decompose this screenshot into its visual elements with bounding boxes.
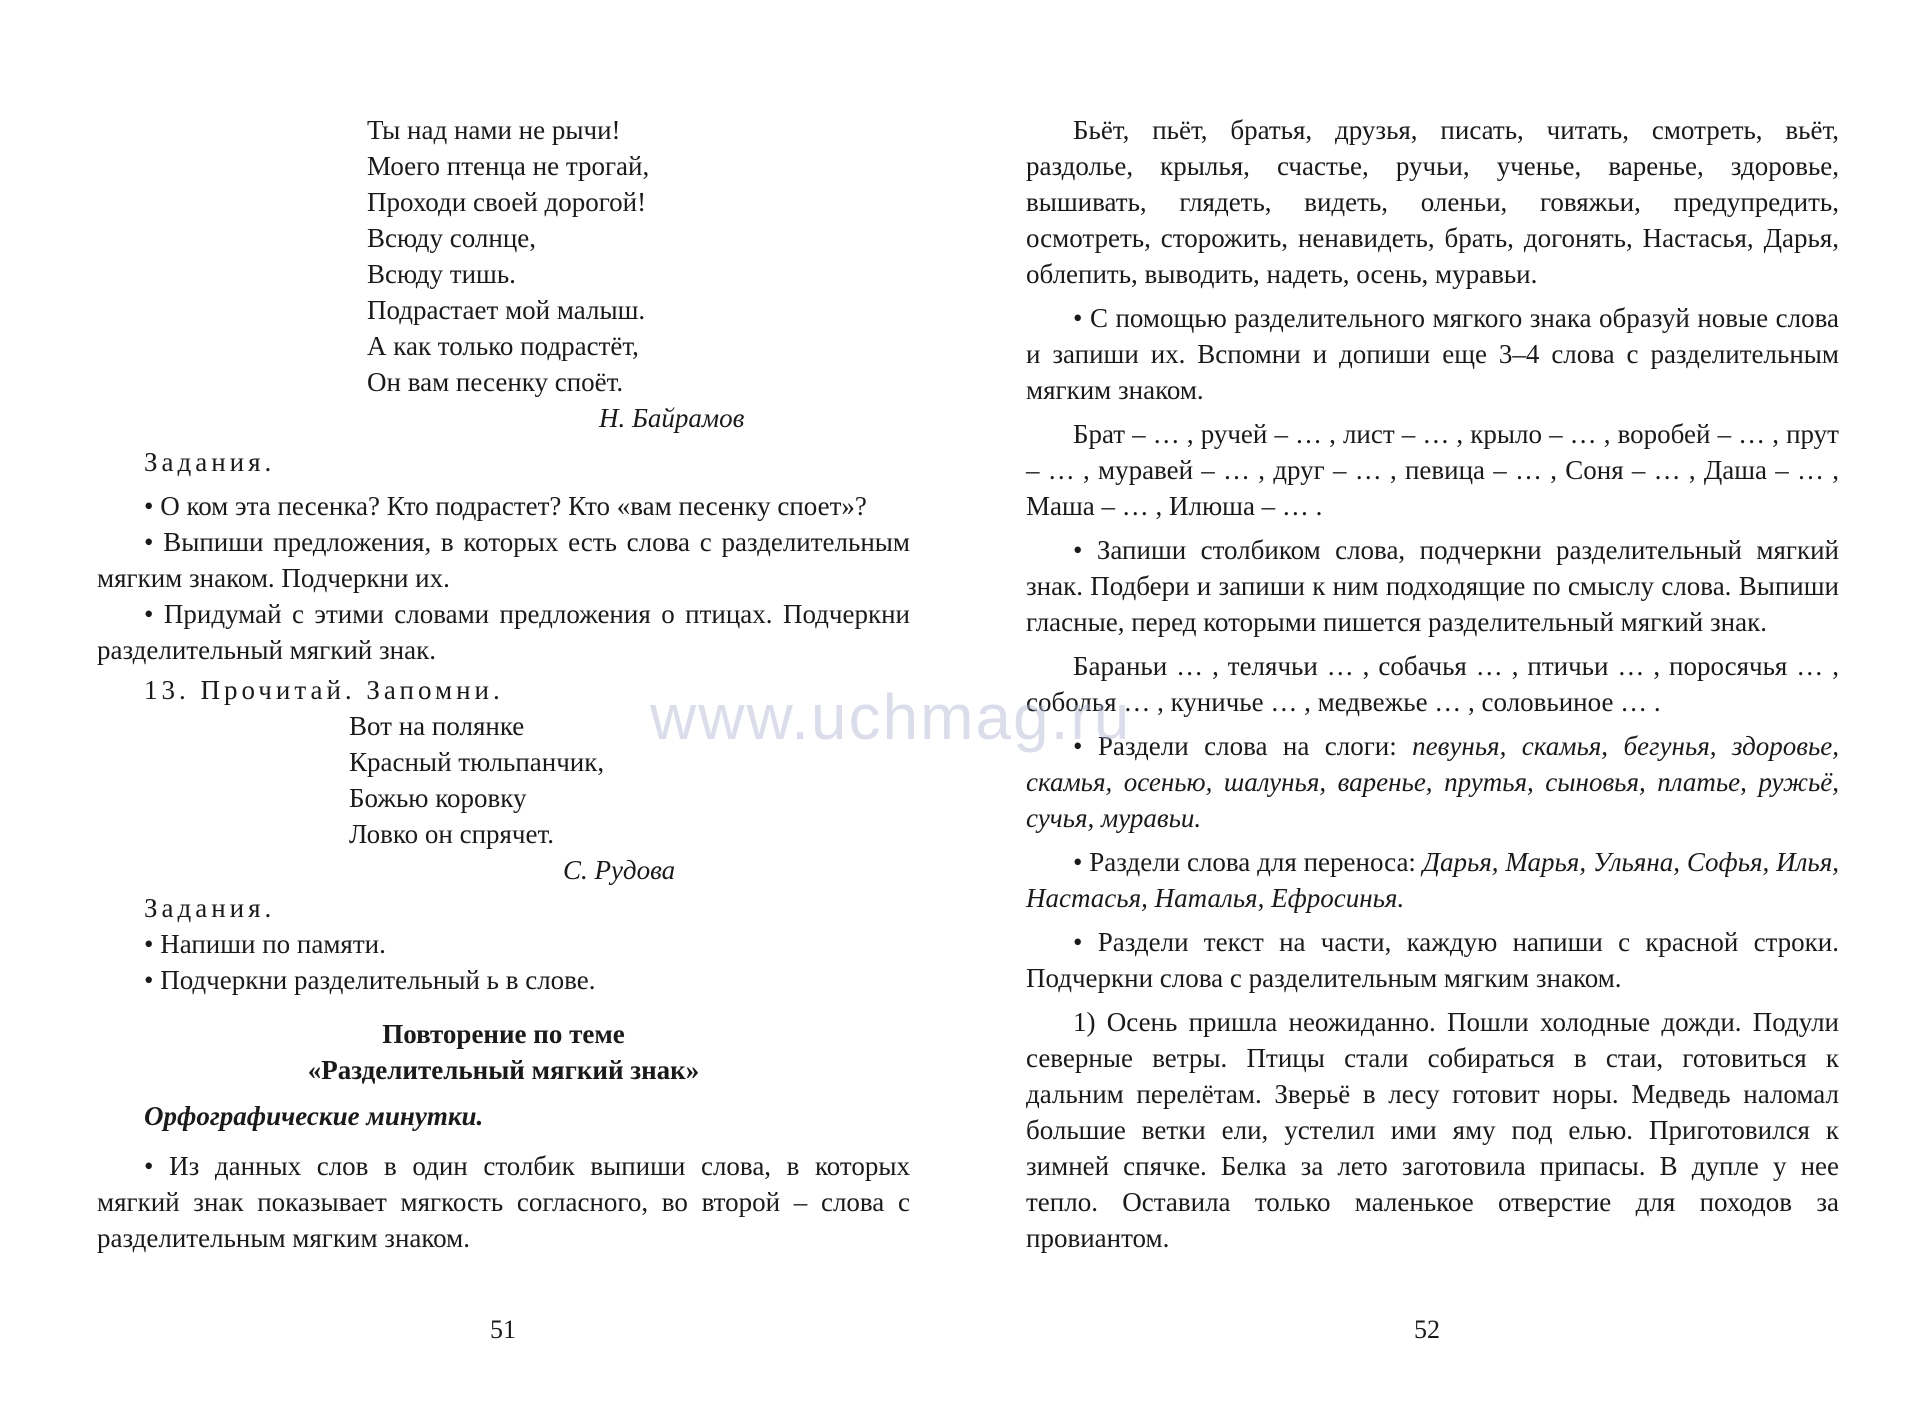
exercise-list: Брат – … , ручей – … , лист – … , крыло – … , воробей – … , прут – … , муравей – … , друг – … , певица – … , Соня – … , Даша – … , Маша – … , Илюша – … . [1026, 419, 1839, 521]
watermark: www.uchmag.ru [650, 681, 1132, 753]
task-item: • Запиши столбиком слова, подчеркни разделительный мягкий знак. Подбери и запиши к ним подходящие по смыслу слова. Выпиши гласные, перед которыми пишется разделительный мягкий знак. [1026, 535, 1839, 637]
task-item: • Придумай с этими словами предложения о птицах. Подчеркни разделительный мягкий знак. [97, 599, 910, 665]
poem-line: Красный тюльпанчик, [349, 747, 605, 777]
task-item: • С помощью разделительного мягкого знака образуй новые слова и запиши их. Вспомни и допиши еще 3–4 слова с разделительным мягким знаком. [1026, 303, 1839, 405]
task-item: • Раздели текст на части, каждую напиши с красной строки. Подчеркни слова с разделительным мягким знаком. [1026, 927, 1839, 993]
poem-line: Ловко он спрячет. [349, 819, 555, 849]
poem-line: Проходи своей дорогой! [367, 187, 647, 217]
poem-line: Всюду тишь. [367, 259, 516, 289]
task-item [1026, 728, 1839, 836]
poem-line: Он вам песенку споёт. [367, 367, 624, 397]
task-label: • Раздели слова для переноса: [1073, 847, 1416, 877]
poem-line: Всюду солнце, [367, 223, 537, 253]
section-heading-line1: Повторение по теме [382, 1019, 625, 1049]
poem-line: Вот на полянке [349, 711, 525, 741]
task-item: • Выпиши предложения, в которых есть слова с разделительным мягким знаком. Подчеркни их. [97, 527, 910, 593]
story-paragraph: 1) Осень пришла неожиданно. Пошли холодные дожди. Подули северные ветры. Птицы стали собираться в стаи, готовиться к дальним перелётам. Зверьё в лесу готовит норы. Медведь наломал большие ветки ели, устелил ими яму под елью. Приготовился к зимней спячке. Белка за лето заготовила припасы. В дупле у нее тепло. Оставила только маленькое отверстие для походов за провиантом. [1026, 1007, 1839, 1253]
tasks-label: Задания. [144, 447, 276, 477]
subheading: Орфографические минутки. [144, 1101, 484, 1131]
task-label: • Раздели слова на слоги: [1073, 731, 1397, 761]
page-number-right: 52 [1414, 1315, 1440, 1344]
poem-line: Подрастает мой малыш. [367, 295, 646, 325]
poem-line: А как только подрастёт, [367, 331, 639, 361]
task-words: певунья, скамья, бегунья, здоровье, скамья, осенью, шалунья, варенье, прутья, сыновья, платье, ружьё, сучья, муравьи. [1026, 731, 1840, 833]
poem-author: С. Рудова [563, 855, 676, 885]
paragraph: • Из данных слов в один столбик выпиши слова, в которых мягкий знак показывает мягкость согласного, во второй – слова с разделительным мягким знаком. [97, 1151, 910, 1253]
task-item: • Напиши по памяти. [144, 929, 386, 959]
exercise-heading: 13. Прочитай. Запомни. [144, 675, 504, 705]
poem-line: Божью коровку [349, 783, 527, 813]
poem-line: Ты над нами не рычи! [367, 115, 621, 145]
task-item: • Подчеркни разделительный ь в слове. [144, 965, 596, 995]
tasks-label: Задания. [144, 893, 276, 923]
task-item: • О ком эта песенка? Кто подрастет? Кто «вам песенку споет»? [144, 491, 867, 521]
poem-author: Н. Байрамов [599, 403, 745, 433]
task-words: Дарья, Марья, Ульяна, Софья, Илья, Настасья, Наталья, Ефросинья. [1026, 847, 1839, 913]
page-number-left: 51 [490, 1315, 516, 1344]
poem-bayramov [367, 112, 910, 400]
word-list: Бьёт, пьёт, братья, друзья, писать, читать, смотреть, вьёт, раздолье, крылья, счастье, ручьи, ученье, варенье, здоровье, вышивать, глядеть, видеть, оленьи, говяжьи, предупредить, осмотреть, сторожить, ненавидеть, брать, догонять, Настасья, Дарья, облепить, выводить, надеть, осень, муравьи. [1026, 115, 1839, 289]
section-heading-line2: «Разделительный мягкий знак» [307, 1055, 700, 1085]
exercise-list: Бараньи … , телячьи … , собачья … , птичьи … , поросячья … , соболья … , куничье … , медвежье … , соловьиное … . [1026, 651, 1839, 717]
task-item [1026, 844, 1839, 916]
right-page [1026, 112, 1839, 1256]
poem-line: Моего птенца не трогай, [367, 151, 650, 181]
